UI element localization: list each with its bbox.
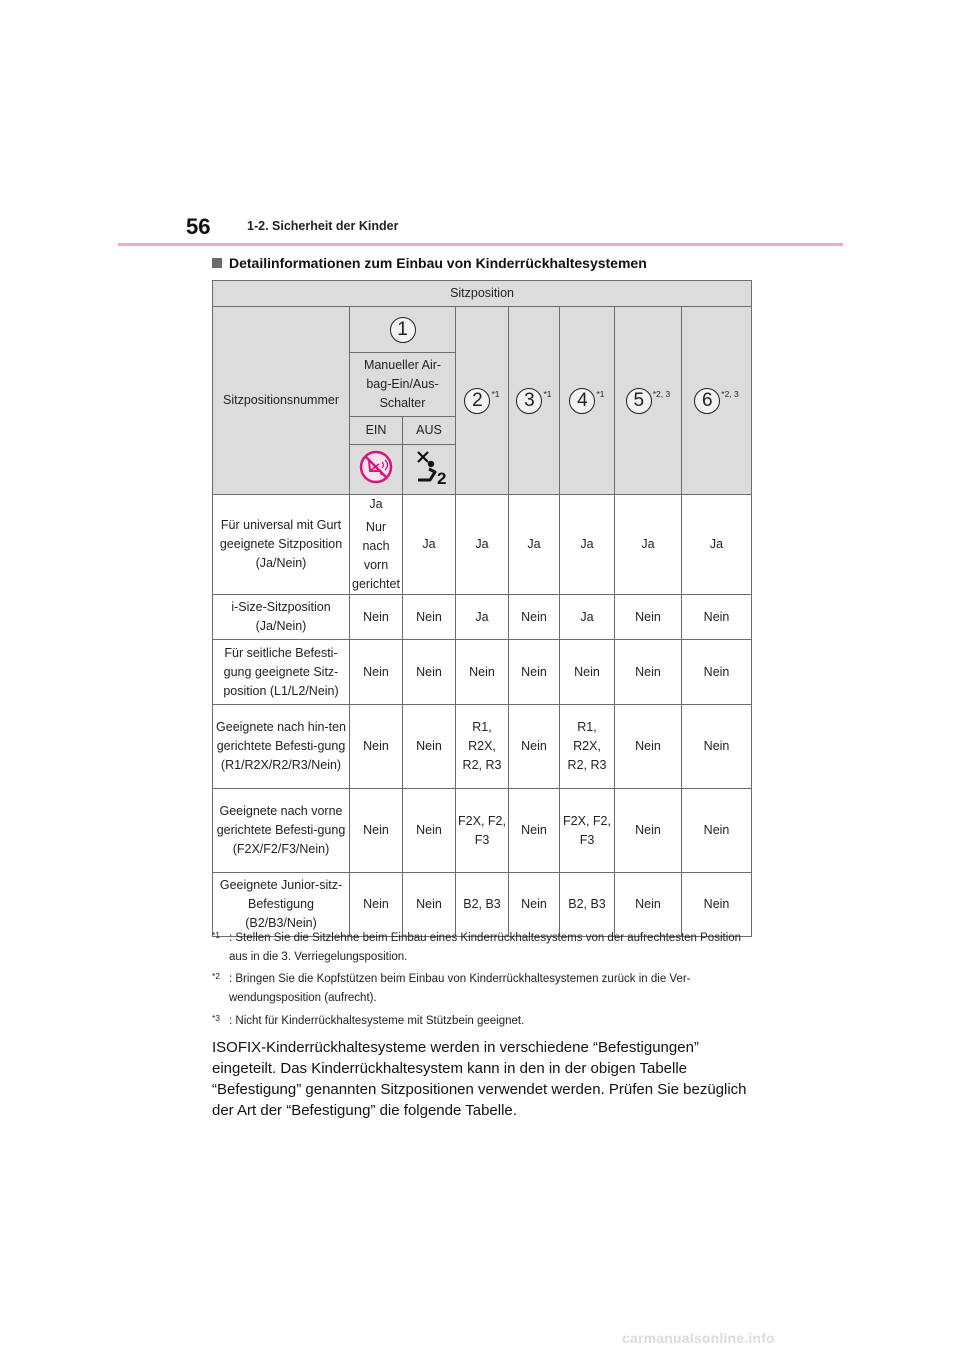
airbag-prohibited-icon: [358, 449, 394, 485]
page-number: 56: [186, 214, 211, 239]
table-cell: Nein: [682, 873, 752, 937]
seat-1-number: [350, 307, 456, 353]
table-cell: Nein: [350, 595, 403, 640]
table-cell: Nein: [615, 873, 682, 937]
table-cell: Nein: [682, 640, 752, 705]
sitzposition-header: Sitzposition: [213, 281, 752, 307]
row-rearward-label: Geeignete nach hin-ten gerichtete Befesti-gung (R1/R2X/R2/R3/Nein): [213, 705, 350, 789]
table-cell: Ja: [509, 495, 560, 595]
airbag-off-icon: [410, 448, 448, 486]
table-cell: Ja: [615, 495, 682, 595]
footnote-1-text: : Stellen Sie die Sitzlehne beim Einbau eines Kinderrückhaltesystems von der aufrechtesten Position aus in die 3. Verriegelungsposition.: [229, 932, 742, 963]
footnote-3-mark: *3: [212, 1013, 221, 1023]
table-cell: Nein: [403, 873, 456, 937]
svg-text:2: 2: [437, 468, 447, 486]
table-cell: Nein: [403, 705, 456, 789]
subheading-text: Detailinformationen zum Einbau von Kinderrückhaltesystemen: [229, 255, 647, 271]
table-cell: Ja: [456, 595, 509, 640]
table-cell: Nein: [615, 789, 682, 873]
table-cell: R1, R2X, R2, R3: [560, 705, 615, 789]
seat-number-6: 6: [694, 388, 720, 414]
seat-3-header: [509, 307, 560, 495]
table-cell: B2, B3: [560, 873, 615, 937]
seat-number-1: 1: [390, 317, 416, 343]
row-isize-label: i-Size-Sitzposition (Ja/Nein): [213, 595, 350, 640]
row-universal-seat1-cell: [350, 495, 403, 595]
table-cell: Nein: [456, 640, 509, 705]
row-lateral-label: Für seitliche Befesti-gung geeignete Sitz-position (L1/L2/Nein): [213, 640, 350, 705]
table-cell: Nein: [560, 640, 615, 705]
bullet-square-icon: [212, 258, 222, 268]
table-cell: F2X, F2, F3: [560, 789, 615, 873]
body-paragraph: ISOFIX-Kinderrückhaltesysteme werden in verschiedene “Befestigungen” eingeteilt. Das Kinderrückhaltesystem kann in den in der obigen Tabelle “Befestigung” genannten Sitzpositionen verwendet werden. Prüfen Sie bezüglich der Art der “Befestigung” die folgende Tabelle.: [212, 1039, 747, 1119]
table-cell: Nein: [509, 705, 560, 789]
seat-number-2: 2: [464, 388, 490, 414]
airbag-off-icon-cell: [403, 445, 456, 495]
footnote-3-text: : Nicht für Kinderrückhaltesysteme mit Stützbein geeignet.: [229, 1015, 525, 1027]
seat-2-header: [456, 307, 509, 495]
table-cell: Nein: [350, 705, 403, 789]
footnote-2-text: : Bringen Sie die Kopfstützen beim Einbau von Kinderrückhaltesystemen zurück in die Ver-wendungsposition (aufrecht).: [229, 973, 691, 1004]
table-cell: Nein: [615, 595, 682, 640]
sitzpositionsnummer-header: Sitzpositionsnummer: [213, 307, 350, 495]
table-cell: Nein: [615, 705, 682, 789]
seat-6-header: [682, 307, 752, 495]
seat-4-footnote-ref: *1: [596, 388, 605, 399]
seat-number-4: 4: [569, 388, 595, 414]
table-cell: Nein: [403, 789, 456, 873]
table-cell: Nein: [403, 640, 456, 705]
watermark: carmanualsonline.info: [622, 1330, 775, 1346]
seat-5-header: [615, 307, 682, 495]
table-cell: Nein: [403, 595, 456, 640]
switch-on-label: EIN: [350, 417, 403, 445]
switch-off-label: AUS: [403, 417, 456, 445]
table-cell: Nein: [350, 640, 403, 705]
table-cell: Ja: [560, 495, 615, 595]
table-cell: Nein: [509, 640, 560, 705]
row-universal-label: Für universal mit Gurt geeignete Sitzposition (Ja/Nein): [213, 495, 350, 595]
header-rule: [118, 243, 843, 246]
table-cell: Nein: [350, 873, 403, 937]
footnote-1-mark: *1: [212, 930, 221, 940]
row-forward-label: Geeignete nach vorne gerichtete Befesti-gung (F2X/F2/F3/Nein): [213, 789, 350, 873]
table-cell: Nein: [682, 595, 752, 640]
table-cell: Ja: [403, 495, 456, 595]
manual-airbag-switch-label: Manueller Air-bag-Ein/Aus-Schalter: [350, 353, 456, 417]
row-junior-label: Geeignete Junior-sitz-Befestigung (B2/B3/Nein): [213, 873, 350, 937]
row-universal-aus-note: Nur nach vorn gerichtet: [352, 520, 400, 591]
seat-number-5: 5: [626, 388, 652, 414]
table-cell: B2, B3: [456, 873, 509, 937]
seat-4-header: [560, 307, 615, 495]
table-cell: Ja: [456, 495, 509, 595]
table-cell: Nein: [350, 789, 403, 873]
footnote-2-mark: *2: [212, 971, 221, 981]
section-title: 1-2. Sicherheit der Kinder: [247, 219, 399, 233]
table-cell: Ja: [560, 595, 615, 640]
seat-2-footnote-ref: *1: [491, 388, 500, 399]
subheading: [212, 255, 647, 271]
seat-6-footnote-ref: *2, 3: [721, 388, 739, 399]
seat-5-footnote-ref: *2, 3: [652, 388, 671, 399]
table-cell: Ja: [682, 495, 752, 595]
table-cell: Nein: [615, 640, 682, 705]
table-cell: F2X, F2, F3: [456, 789, 509, 873]
table-cell: Nein: [682, 705, 752, 789]
seat-position-table: [212, 280, 752, 937]
airbag-on-icon-cell: [350, 445, 403, 495]
seat-number-3: 3: [516, 388, 542, 414]
table-cell: R1, R2X, R2, R3: [456, 705, 509, 789]
seat-3-footnote-ref: *1: [543, 388, 552, 399]
table-cell: Nein: [509, 595, 560, 640]
table-cell: Nein: [682, 789, 752, 873]
table-cell: Nein: [509, 789, 560, 873]
table-cell: Nein: [509, 873, 560, 937]
row-universal-ein-value: Ja: [369, 497, 383, 511]
